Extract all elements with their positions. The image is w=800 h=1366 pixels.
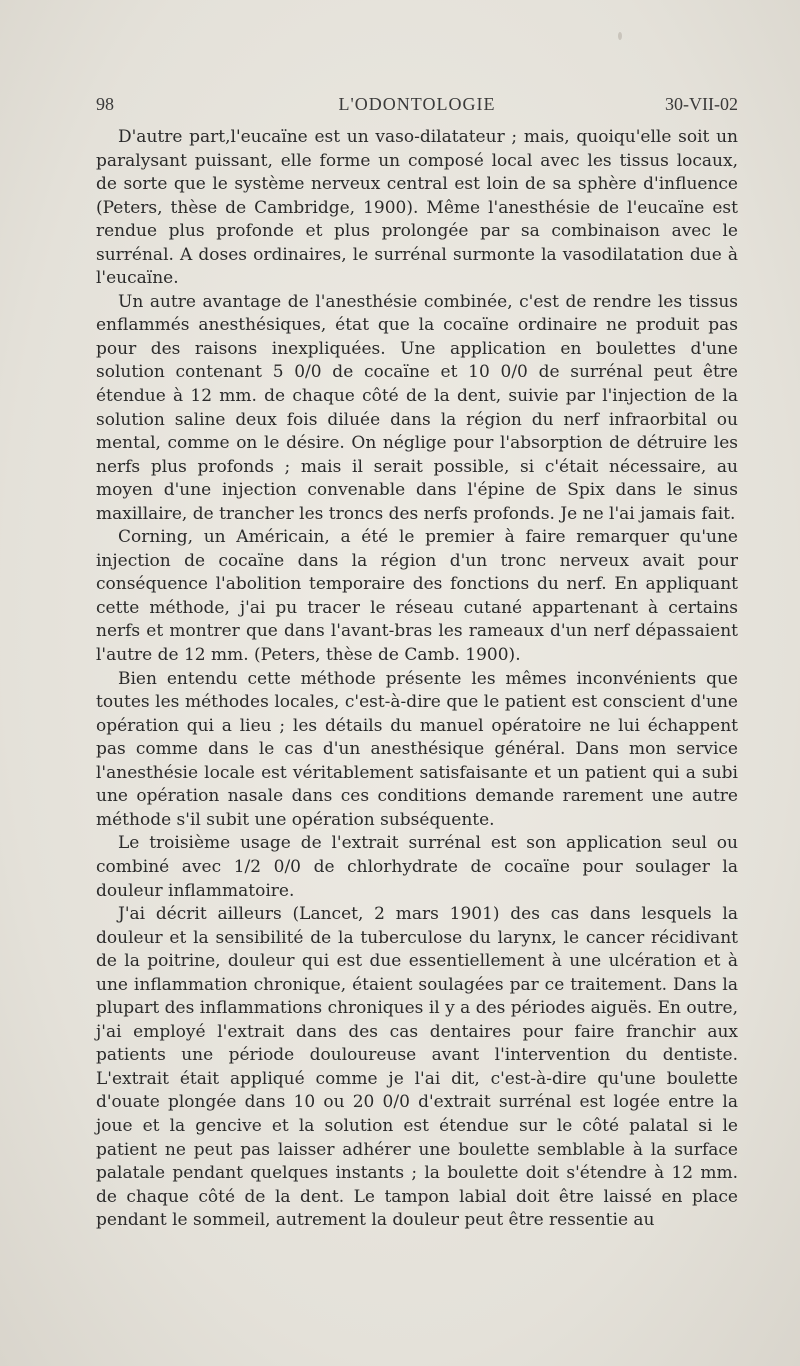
paragraph-anesthesie-combinee: Un autre avantage de l'anesthésie combinée, c'est de rendre les tissus enflammés anesthésiques, état que la cocaïne ordinaire ne produit pas pour des raisons inexpliquées. Une application en boulettes d'une solution contenant 5 0/0 de cocaïne et 10 0/0 de surrénal peut être étendue à 12 mm. de chaque côté de la dent, suivie par l'injection de la solution saline deux fois diluée dans la région du nerf infraorbital ou mental, comme on le désire. On néglige pour l'absorption de détruire les nerfs plus profonds ; mais il serait possible, si c'était nécessaire, au moyen d'une injection convenable dans l'épine de Spix dans le sinus maxillaire, de trancher les troncs des nerfs profonds. Je ne l'ai jamais fait. xyxy=(96,291,738,524)
page-number: 98 xyxy=(96,94,114,114)
journal-title: L'ODONTOLOGIE xyxy=(338,94,496,114)
paragraph-lancet: J'ai décrit ailleurs (Lancet, 2 mars 1901) des cas dans lesquels la douleur et la sensibilité de la tuberculose du larynx, le cancer récidivant de la poitrine, douleur qui est due essentiellement à une ulcération et à une inflammation chronique, étaient soulagées par ce traitement. Dans la plupart des inflammations chroniques il y a des périodes aiguës. En outre, j'ai employé l'extrait dans des cas dentaires pour faire franchir aux patients une période douloureuse avant l'intervention du dentiste. L'extrait était appliqué comme je l'ai dit, c'est-à-dire qu'une boulette d'ouate plongée dans 10 ou 20 0/0 d'extrait surrénal est logée entre la joue et la gencive et la solution est étendue sur le côté palatal si le patient ne peut pas laisser adhérer une boulette semblable à la surface palatale pendant quelques instants ; la boulette doit s'étendre à 12 mm. de chaque côté de la dent. Le tampon labial doit être laissé en place pendant le sommeil, autrement la douleur peut être ressentie au xyxy=(96,904,738,1231)
paragraph-troisieme-usage: Le troisième usage de l'extrait surrénal est son application seul ou combiné avec 1/2 0/0 de chlorhydrate de cocaïne pour soulager la douleur inflammatoire. xyxy=(96,833,738,901)
body-text xyxy=(96,126,738,1233)
paper-stain xyxy=(618,32,622,40)
running-head xyxy=(96,94,738,118)
paragraph-eucaine: D'autre part,l'eucaïne est un vaso-dilatateur ; mais, quoiqu'elle soit un paralysant puissant, elle forme un composé local avec les tissus locaux, de sorte que le système nerveux central est loin de sa sphère d'influence (Peters, thèse de Cambridge, 1900). Même l'anesthésie de l'eucaïne est rendue plus profonde et plus prolongée par sa combinaison avec le surrénal. A doses ordinaires, le surrénal surmonte la vasodilatation due à l'eucaïne. xyxy=(96,127,738,289)
paragraph-methode-locale: Bien entendu cette méthode présente les mêmes inconvénients que toutes les méthodes locales, c'est-à-dire que le patient est conscient d'une opération qui a lieu ; les détails du manuel opératoire ne lui échappent pas comme dans le cas d'un anesthésique général. Dans mon service l'anesthésie locale est véritablement satisfaisante et un patient qui a subi une opération nasale dans ces conditions demande rarement une autre méthode s'il subit une opération subséquente. xyxy=(96,668,738,830)
issue-date: 30-VII-02 xyxy=(665,94,738,114)
paragraph-corning: Corning, un Américain, a été le premier à faire remarquer qu'une injection de cocaïne dans la région d'un tronc nerveux avait pour conséquence l'abolition temporaire des fonctions du nerf. En appliquant cette méthode, j'ai pu tracer le réseau cutané appartenant à certains nerfs et montrer que dans l'avant-bras les rameaux d'un nerf dépassaient l'autre de 12 mm. (Peters, thèse de Camb. 1900). xyxy=(96,527,738,666)
